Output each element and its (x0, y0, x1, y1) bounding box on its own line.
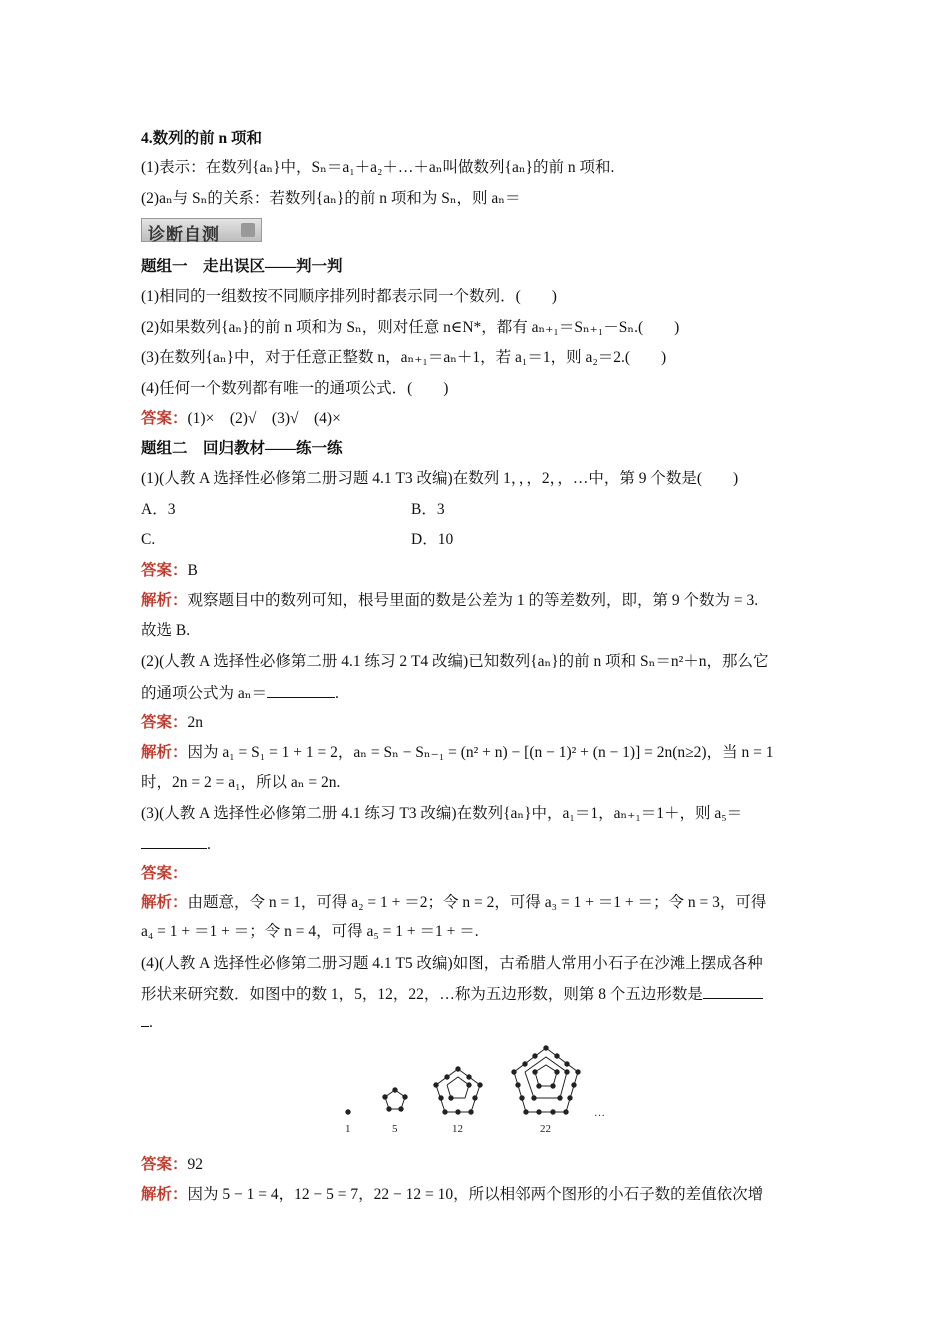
figure-label-ellipsis: … (594, 1107, 605, 1119)
pentagon-22 (514, 1048, 578, 1112)
q3-analysis (141, 893, 766, 913)
stones-12 (434, 1067, 482, 1114)
q1-analysis-cont: 故选 B. (141, 622, 191, 639)
q2-stem: (2)(人教 A 选择性必修第二册 4.1 练习 2 T4 改编)已知数列{aₙ}的前 n 项和 Sₙ＝n²＋n，那么它 (141, 653, 769, 670)
analysis-label: 解析： (141, 744, 188, 761)
analysis-text: 因为 5 − 1 = 4，12 − 5 = 7，22 − 12 = 10，所以相邻两个图形的小石子数的差值依次增 (187, 1186, 764, 1203)
relation-line: (2)aₙ与 Sₙ的关系：若数列{aₙ}的前 n 项和为 Sₙ，则 aₙ＝ (141, 190, 521, 207)
answer-value: 2n (187, 714, 204, 731)
answer-label: 答案： (141, 714, 188, 731)
pentagon-5 (385, 1090, 405, 1109)
group1-answer (141, 409, 341, 429)
analysis-label: 解析： (141, 1186, 188, 1203)
q3-stem: (3)(人教 A 选择性必修第二册 4.1 练习 T3 改编)在数列{aₙ}中，a₁＝1，aₙ₊₁＝1＋，则 a₅＝ (141, 805, 743, 822)
definition-line: (1)表示：在数列{aₙ}中，Sₙ＝a₁＋a₂＋…＋aₙ叫做数列{aₙ}的前 n 项和. (141, 159, 615, 176)
answer-label: 答案： (141, 1156, 188, 1173)
answer-value: (1)× (2)√ (3)√ (4)× (187, 410, 341, 427)
analysis-label: 解析： (141, 894, 188, 911)
answer-label: 答案： (141, 410, 188, 427)
figure-label-5: 5 (392, 1123, 398, 1135)
banner-label: 诊断自测 (148, 225, 220, 245)
q2-stem-end: . (334, 685, 339, 702)
section-title: 4.数列的前 n 项和 (141, 130, 262, 147)
refresh-icon (241, 223, 255, 237)
q3-stem-end: . (207, 836, 211, 853)
group1-item-1: (1)相同的一组数按不同顺序排列时都表示同一个数列．( ) (141, 288, 557, 305)
q4-answer (141, 1155, 203, 1175)
figure-label-12: 12 (452, 1123, 463, 1135)
q4-stem-period: . (149, 1014, 153, 1031)
q1-option-c: C. (141, 531, 156, 548)
answer-blank (141, 1012, 149, 1027)
figure-label-1: 1 (345, 1123, 351, 1135)
analysis-text: 观察题目中的数列可知，根号里面的数是公差为 1 的等差数列，即，第 9 个数为 = 3. (187, 592, 759, 609)
q3-analysis-cont: a₄ = 1 + ＝1 + ＝；令 n = 4，可得 a₅ = 1 + ＝1 + ＝. (141, 923, 479, 940)
group1-title: 题组一 走出误区——判一判 (141, 258, 343, 275)
group1-item-2: (2)如果数列{aₙ}的前 n 项和为 Sₙ，则对任意 n∈N*，都有 aₙ₊₁＝Sₙ₊₁－Sₙ.( ) (141, 319, 680, 336)
group1-item-4: (4)任何一个数列都有唯一的通项公式．( ) (141, 380, 449, 397)
group2-title: 题组二 回归教材——练一练 (141, 440, 343, 457)
q4-stem: (4)(人教 A 选择性必修第二册习题 4.1 T5 改编)如图，古希腊人常用小石子在沙滩上摆成各种 (141, 955, 763, 972)
q2-answer (141, 713, 203, 733)
diagnostic-banner (141, 218, 262, 245)
analysis-text: 由题意，令 n = 1，可得 a₂ = 1 + ＝2；令 n = 2，可得 a₃ = 1 + ＝1 + ＝；令 n = 3，可得 (187, 894, 767, 911)
q2-stem-text: 的通项公式为 aₙ＝ (141, 685, 267, 702)
q1-stem: (1)(人教 A 选择性必修第二册习题 4.1 T3 改编)在数列 1，，，2，，…中，第 9 个数是( ) (141, 470, 739, 487)
pentagonal-numbers-figure (330, 1040, 620, 1140)
analysis-text: 因为 a₁ = S₁ = 1 + 1 = 2，aₙ = Sₙ − Sₙ₋₁ = (n² + n) − [(n − 1)² + (n − 1)] = 2n(n≥2)，当 n = 1 (187, 744, 774, 761)
analysis-label: 解析： (141, 592, 188, 609)
q1-option-a: A．3 (141, 501, 176, 518)
answer-value: B (187, 562, 198, 579)
stones-5 (383, 1088, 407, 1111)
answer-blank (703, 984, 763, 999)
pentagon-12 (436, 1069, 480, 1112)
q3-answer (141, 864, 188, 884)
answer-blank (267, 683, 335, 698)
q1-option-b: B．3 (411, 501, 445, 518)
answer-value: 92 (187, 1156, 204, 1173)
figure-label-22: 22 (540, 1123, 551, 1135)
answer-label: 答案： (141, 865, 188, 882)
q3-stem-cont (141, 834, 211, 855)
q1-analysis (141, 591, 758, 611)
q1-answer (141, 561, 198, 581)
q4-stem-text: 形状来研究数．如图中的数 1，5，12，22，…称为五边形数，则第 8 个五边形数是 (141, 986, 703, 1003)
stone (346, 1110, 350, 1114)
q1-option-d: D．10 (411, 531, 454, 548)
answer-blank (141, 834, 207, 849)
q2-analysis-cont: 时，2n = 2 = a₁，所以 aₙ = 2n. (141, 774, 341, 791)
group1-item-3: (3)在数列{aₙ}中，对于任意正整数 n，aₙ₊₁＝aₙ＋1，若 a₁＝1，则 a₂＝2.( ) (141, 349, 667, 366)
q4-stem-end (141, 1012, 153, 1033)
q2-analysis (141, 743, 773, 763)
q4-analysis (141, 1185, 763, 1205)
q2-stem-cont (141, 683, 339, 704)
answer-label: 答案： (141, 562, 188, 579)
stones-22 (512, 1046, 580, 1114)
q4-stem-cont (141, 984, 763, 1005)
